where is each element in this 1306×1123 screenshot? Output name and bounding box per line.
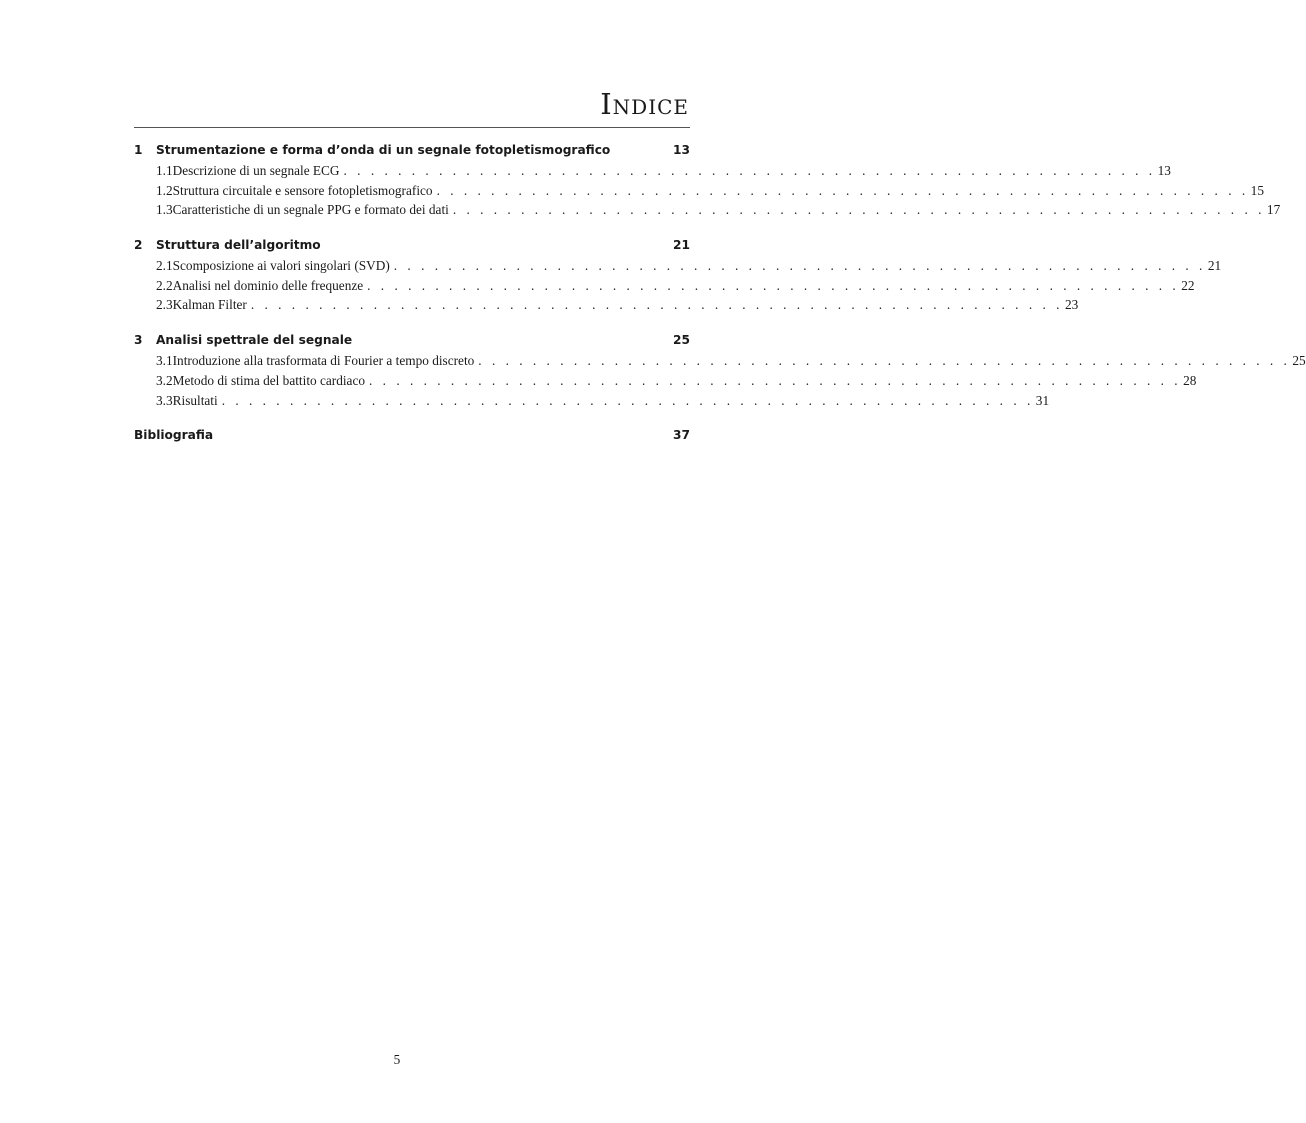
toc-chapter-3[interactable] <box>134 333 690 353</box>
section-page: 21 <box>1207 258 1222 274</box>
chapter-title: Strumentazione e forma d’onda di un segnale fotopletismografico <box>156 143 611 157</box>
page-title: Indice <box>600 87 689 121</box>
section-page: 17 <box>1266 202 1281 218</box>
section-number: 3.1 <box>156 353 173 369</box>
toc-section-1-3[interactable] <box>134 202 1281 222</box>
toc-section-3-2[interactable] <box>134 372 1197 393</box>
section-number: 3.3 <box>156 392 173 408</box>
section-title: Descrizione di un segnale ECG <box>172 163 340 178</box>
section-title: Risultati <box>172 392 218 408</box>
dot-leader: . . . . . . . . . . . . . . . . . . . . . . . . . . . . . . . . . . . . . . . . . . . . . . . . . . . . . . . . . . . . <box>250 297 1063 313</box>
toc-section-2-1[interactable] <box>134 258 1222 278</box>
toc-section-3-3[interactable] <box>134 392 1050 413</box>
section-title: Caratteristiche di un segnale PPG e formato dei dati <box>172 202 449 218</box>
bibliography-page: 37 <box>673 428 690 443</box>
section-page: 31 <box>1035 392 1050 408</box>
section-title: Introduzione alla trasformata di Fourier a tempo discreto <box>172 353 475 369</box>
section-number: 1.3 <box>156 202 173 218</box>
section-page: 15 <box>1250 182 1264 198</box>
dot-leader: . . . . . . . . . . . . . . . . . . . . . . . . . . . . . . . . . . . . . . . . . . . . . . . . . . . . . . . . . . . . <box>436 182 1249 198</box>
title-rule <box>134 127 690 128</box>
dot-leader: . . . . . . . . . . . . . . . . . . . . . . . . . . . . . . . . . . . . . . . . . . . . . . . . . . . . . . . . . . . . <box>478 353 1291 369</box>
dot-leader: . . . . . . . . . . . . . . . . . . . . . . . . . . . . . . . . . . . . . . . . . . . . . . . . . . . . . . . . . . . . <box>452 202 1265 218</box>
section-title: Metodo di stima del battito cardiaco <box>172 372 366 388</box>
section-number: 2.1 <box>156 258 173 274</box>
chapter-page: 21 <box>673 238 690 253</box>
toc-section-2-2[interactable] <box>134 277 1195 298</box>
section-title: Struttura circuitale e sensore fotopletismografico <box>172 182 433 198</box>
toc-section-1-2[interactable] <box>134 182 1264 203</box>
section-page: 13 <box>1157 163 1171 178</box>
toc-bibliography[interactable] <box>134 428 690 448</box>
chapter-gap <box>134 222 690 238</box>
dot-leader: . . . . . . . . . . . . . . . . . . . . . . . . . . . . . . . . . . . . . . . . . . . . . . . . . . . . . . . . . . . . <box>221 392 1034 408</box>
section-number: 2.3 <box>156 297 173 313</box>
section-page: 23 <box>1064 297 1079 313</box>
chapter-number: 2 <box>134 238 143 253</box>
toc-chapter-2[interactable] <box>134 238 690 258</box>
section-number: 2.2 <box>156 277 173 293</box>
section-page: 22 <box>1181 277 1195 293</box>
section-title: Kalman Filter <box>172 297 247 313</box>
chapter-title: Analisi spettrale del segnale <box>156 333 353 348</box>
dot-leader: . . . . . . . . . . . . . . . . . . . . . . . . . . . . . . . . . . . . . . . . . . . . . . . . . . . . . . . . . . . . <box>393 258 1206 274</box>
section-title: Analisi nel dominio delle frequenze <box>172 277 364 293</box>
table-of-contents <box>134 143 1306 448</box>
section-page: 25 <box>1292 353 1306 369</box>
chapter-gap <box>134 317 690 333</box>
dot-leader: . . . . . . . . . . . . . . . . . . . . . . . . . . . . . . . . . . . . . . . . . . . . . . . . . . . . . . . . . . . . <box>369 372 1182 388</box>
chapter-number: 3 <box>134 333 143 348</box>
toc-section-3-1[interactable] <box>134 353 1306 373</box>
toc-section-2-3[interactable] <box>134 297 1079 317</box>
chapter-page: 13 <box>673 143 690 157</box>
page-number: 5 <box>393 1052 401 1067</box>
toc-chapter-1[interactable] <box>134 143 690 163</box>
section-title: Scomposizione ai valori singolari (SVD) <box>172 258 390 274</box>
section-page: 28 <box>1183 372 1197 388</box>
dot-leader: . . . . . . . . . . . . . . . . . . . . . . . . . . . . . . . . . . . . . . . . . . . . . . . . . . . . . . . . . . . . <box>343 163 1156 178</box>
section-number: 1.1 <box>156 163 173 178</box>
chapter-title: Struttura dell’algoritmo <box>156 238 321 253</box>
section-number: 1.2 <box>156 182 173 198</box>
toc-section-1-1[interactable] <box>134 163 1171 183</box>
chapter-number: 1 <box>134 143 143 157</box>
chapter-gap <box>134 412 690 428</box>
bibliography-title: Bibliografia <box>134 428 214 443</box>
dot-leader: . . . . . . . . . . . . . . . . . . . . . . . . . . . . . . . . . . . . . . . . . . . . . . . . . . . . . . . . . . . . <box>367 277 1180 293</box>
chapter-page: 25 <box>673 333 690 348</box>
section-number: 3.2 <box>156 372 173 388</box>
